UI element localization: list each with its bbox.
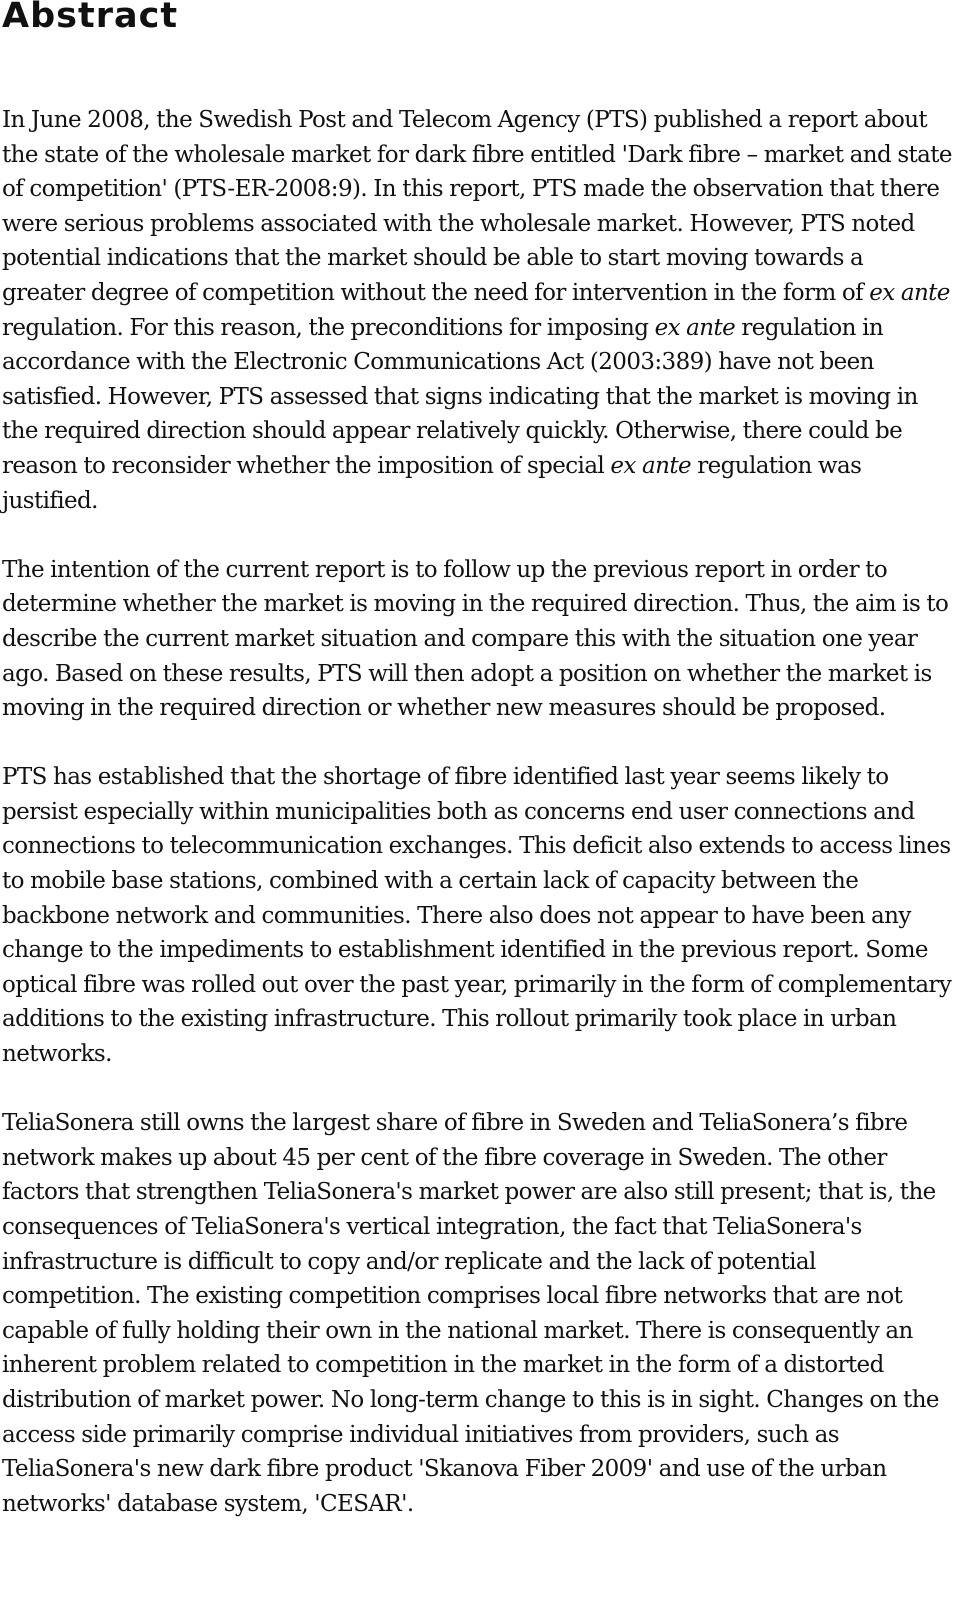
paragraph-4: TeliaSonera still owns the largest share of fibre in Sweden and TeliaSonera’s fibre network makes up about 45 per cent of the fibre coverage in Sweden. The other factors that strengthen TeliaSonera's market power are also still present; that is, the consequences of TeliaSonera's vertical integration, the fact that TeliaSonera's infrastructure is difficult to copy and/or replicate and the lack of potential competition. The existing competition comprises local fibre networks that are not capable of fully holding their own in the national market. There is consequently an inherent problem related to competition in the market in the form of a distorted distribution of market power. No long-term change to this is in sight. Changes on the access side primarily comprise individual initiatives from providers, such as TeliaSonera's new dark fibre product 'Skanova Fiber 2009' and use of the urban networks' database system, 'CESAR'. <box>2 1110 939 1517</box>
abstract-body <box>2 103 952 1521</box>
paragraph-3: PTS has established that the shortage of fibre identified last year seems likely to persist especially within municipalities both as concerns end user connections and connections to telecommunication exchanges. This deficit also extends to access lines to mobile base stations, combined with a certain lack of capacity between the backbone network and communities. There also does not appear to have been any change to the impediments to establishment identified in the previous report. Some optical fibre was rolled out over the past year, primarily in the form of complementary additions to the existing infrastructure. This rollout primarily took place in urban networks. <box>2 764 952 1068</box>
paragraph-2: The intention of the current report is to follow up the previous report in order to determine whether the market is moving in the required direction. Thus, the aim is to describe the current market situation and compare this with the situation one year ago. Based on these results, PTS will then adopt a position on whether the market is moving in the required direction or whether new measures should be proposed. <box>2 556 949 722</box>
paragraph-1-part-c: regulation in accordance with the Electronic Communications Act (2003:389) have not been satisfied. However, PTS assessed that signs indicating that the market is moving in the required direction should appear relatively quickly. Otherwise, there could be reason to reconsider whether the imposition of special <box>2 314 918 479</box>
paragraph-1 <box>2 103 952 518</box>
paragraph-1-part-a: In June 2008, the Swedish Post and Telecom Agency (PTS) published a report about the state of the wholesale market for dark fibre entitled 'Dark fibre – market and state of competition' (PTS-ER-2008:9). In this report, PTS made the observation that there were serious problems associated with the wholesale market. However, PTS noted potential indications that the market should be able to start moving towards a greater degree of competition without the need for intervention in the form of <box>2 107 952 306</box>
paragraph-1-part-d: regulation was justified. <box>2 452 862 514</box>
ex-ante-term: ex ante <box>869 279 950 306</box>
ex-ante-term: ex ante <box>610 452 691 479</box>
paragraph-1-part-b: regulation. For this reason, the preconditions for imposing <box>2 314 655 341</box>
abstract-heading: Abstract <box>2 0 179 36</box>
ex-ante-term: ex ante <box>654 314 736 341</box>
